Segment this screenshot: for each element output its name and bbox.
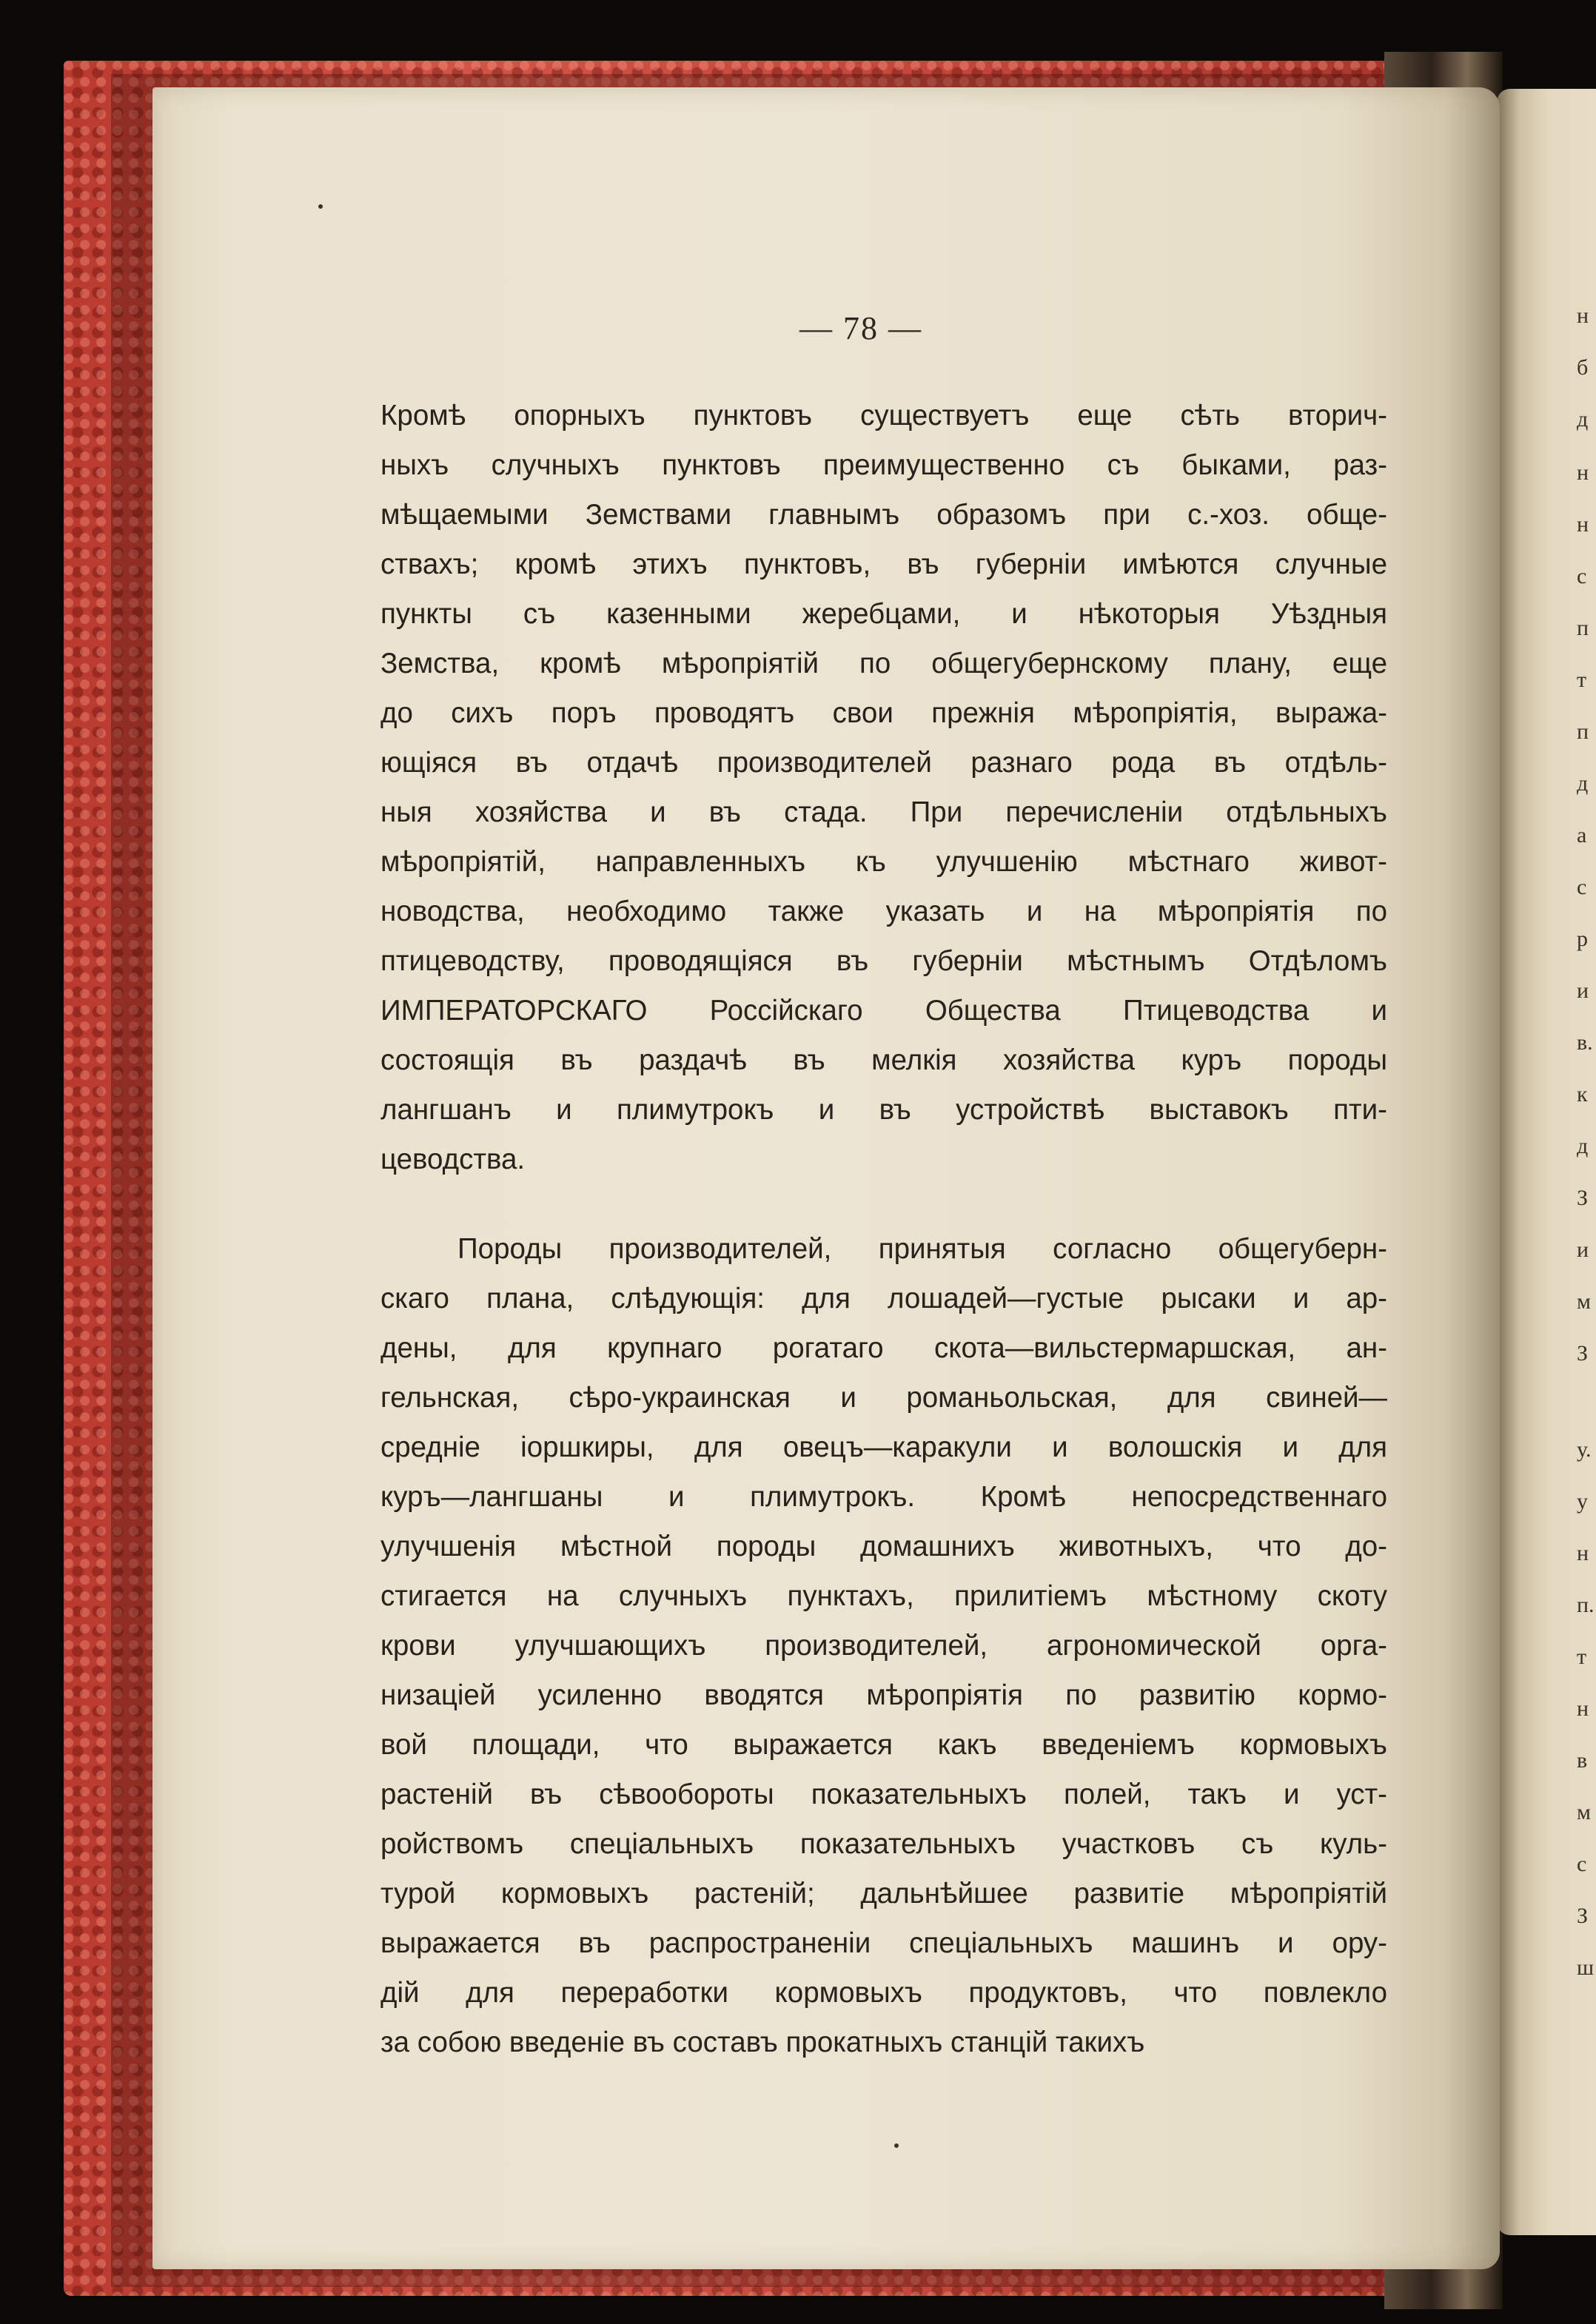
facing-page-fragment: в. xyxy=(1577,1030,1593,1055)
text-line: крови улучшающихъ производителей, агрономической орга- xyxy=(380,1630,1387,1662)
text-line: ныхъ случныхъ пунктовъ преимущественно съ быками, раз- xyxy=(380,449,1387,481)
text-line: ющіяся въ отдачѣ производителей разнаго рода въ отдѣль- xyxy=(380,747,1387,779)
facing-page-fragment: д xyxy=(1577,771,1589,796)
text-line: цеводства. xyxy=(380,1143,526,1175)
facing-page-fragment: а xyxy=(1577,823,1587,847)
facing-page-fragment: с xyxy=(1577,875,1587,899)
text-line: дены, для крупнаго рогатаго скота—вильстермаршская, ан- xyxy=(380,1332,1387,1364)
facing-page-fragment: п xyxy=(1577,719,1589,744)
facing-page-fragment: у. xyxy=(1577,1437,1592,1462)
text-line: вой площади, что выражается какъ введеніемъ кормовыхъ xyxy=(380,1729,1387,1761)
facing-page-fragment: и xyxy=(1577,978,1589,1003)
facing-page-fragment: н xyxy=(1577,460,1589,485)
text-line: за собою введеніе въ составъ прокатныхъ станцій такихъ xyxy=(380,2026,1145,2058)
facing-page-fragment: н xyxy=(1577,512,1589,537)
page-number: — 78 — xyxy=(799,310,922,346)
text-line: скаго плана, слѣдующія: для лошадей—густые рысаки и ар- xyxy=(380,1283,1387,1314)
text-line: ИМПЕРАТОРСКАГО Россійскаго Общества Птицеводства и xyxy=(380,995,1387,1027)
text-line: мѣщаемыми Земствами главнымъ образомъ при с.-хоз. обще- xyxy=(380,499,1387,531)
text-line: Кромѣ опорныхъ пунктовъ существуетъ еще сѣть вторич- xyxy=(380,400,1387,431)
text-line: низаціей усиленно вводятся мѣропріятія по развитію кормо- xyxy=(380,1679,1387,1711)
facing-page-fragment: м xyxy=(1577,1800,1591,1824)
facing-page-fragment: н xyxy=(1577,1696,1589,1721)
text-line: ныя хозяйства и въ стада. При перечисленіи отдѣльныхъ xyxy=(380,796,1387,828)
facing-page-fragment: у xyxy=(1577,1489,1588,1514)
text-line: птицеводству, проводящіяся въ губерніи мѣстнымъ Отдѣломъ xyxy=(380,945,1387,977)
facing-page-fragment: З xyxy=(1577,1186,1589,1210)
page-speck xyxy=(318,204,323,209)
facing-page-edge xyxy=(1497,89,1596,2235)
text-line: новодства, необходимо также указать и на мѣропріятія по xyxy=(380,896,1387,927)
text-line: стигается на случныхъ пунктахъ, прилитіемъ мѣстному скоту xyxy=(380,1580,1387,1612)
paragraph-1 xyxy=(380,391,1387,1184)
text-line: выражается въ распространеніи спеціальныхъ машинъ и ору- xyxy=(380,1927,1387,1959)
facing-page-fragment: н xyxy=(1577,1541,1589,1565)
facing-page-fragment: п xyxy=(1577,616,1589,640)
text-line: улучшенія мѣстной породы домашнихъ животныхъ, что до- xyxy=(380,1531,1387,1562)
text-line: ройствомъ спеціальныхъ показательныхъ участковъ съ куль- xyxy=(380,1828,1387,1860)
text-line: до сихъ поръ проводятъ свои прежнія мѣропріятія, выража- xyxy=(380,697,1387,729)
facing-page-fragment: р xyxy=(1577,927,1588,951)
facing-page-fragment: б xyxy=(1577,355,1589,380)
facing-page-fragment: З xyxy=(1577,1341,1589,1366)
text-line: Земства, кромѣ мѣропріятій по общегубернскому плану, еще xyxy=(380,648,1387,679)
paragraph-2 xyxy=(380,1224,1387,2067)
text-line: ствахъ; кромѣ этихъ пунктовъ, въ губерніи имѣются случные xyxy=(380,548,1387,580)
text-line: турой кормовыхъ растеній; дальнѣйшее развитіе мѣропріятій xyxy=(380,1878,1387,1910)
text-line: пункты съ казенными жеребцами, и нѣкоторыя Уѣздныя xyxy=(380,598,1387,630)
facing-page-fragment: в xyxy=(1577,1748,1588,1773)
text-line: лангшанъ и плимутрокъ и въ устройствѣ выставокъ пти- xyxy=(380,1094,1387,1126)
text-line: куръ—лангшаны и плимутрокъ. Кромѣ непосредственнаго xyxy=(380,1481,1387,1513)
facing-page-fragment: т xyxy=(1577,668,1587,692)
facing-page-fragment: к xyxy=(1577,1082,1588,1106)
page-speck xyxy=(894,2143,899,2148)
text-line: растеній въ сѣвообороты показательныхъ полей, такъ и уст- xyxy=(380,1779,1387,1810)
facing-page-fragment: с xyxy=(1577,1852,1587,1876)
facing-page-fragment: З xyxy=(1577,1904,1589,1928)
text-line: гельнская, сѣро-украинская и романьольская, для свиней— xyxy=(380,1382,1387,1414)
text-line: Породы производителей, принятыя согласно общегуберн- xyxy=(457,1233,1387,1265)
facing-page-fragment: м xyxy=(1577,1289,1591,1314)
facing-page-fragment: д xyxy=(1577,407,1589,431)
facing-page-fragment: ш xyxy=(1577,1955,1595,1980)
facing-page-fragment: и xyxy=(1577,1237,1589,1262)
facing-page-fragment: н xyxy=(1577,303,1589,328)
text-line: мѣропріятій, направленныхъ къ улучшенію мѣстнаго живот- xyxy=(380,846,1387,878)
text-line: средніе іоршкиры, для овецъ—каракули и волошскія и для xyxy=(380,1431,1387,1463)
text-line: дій для переработки кормовыхъ продуктовъ, что повлекло xyxy=(380,1977,1387,2009)
facing-page-fragment: т xyxy=(1577,1645,1587,1669)
facing-page-fragment: п. xyxy=(1577,1593,1595,1617)
facing-page-fragment: д xyxy=(1577,1134,1589,1158)
facing-page-fragment: с xyxy=(1577,564,1587,588)
text-line: состоящія въ раздачѣ въ мелкія хозяйства куръ породы xyxy=(380,1044,1387,1076)
